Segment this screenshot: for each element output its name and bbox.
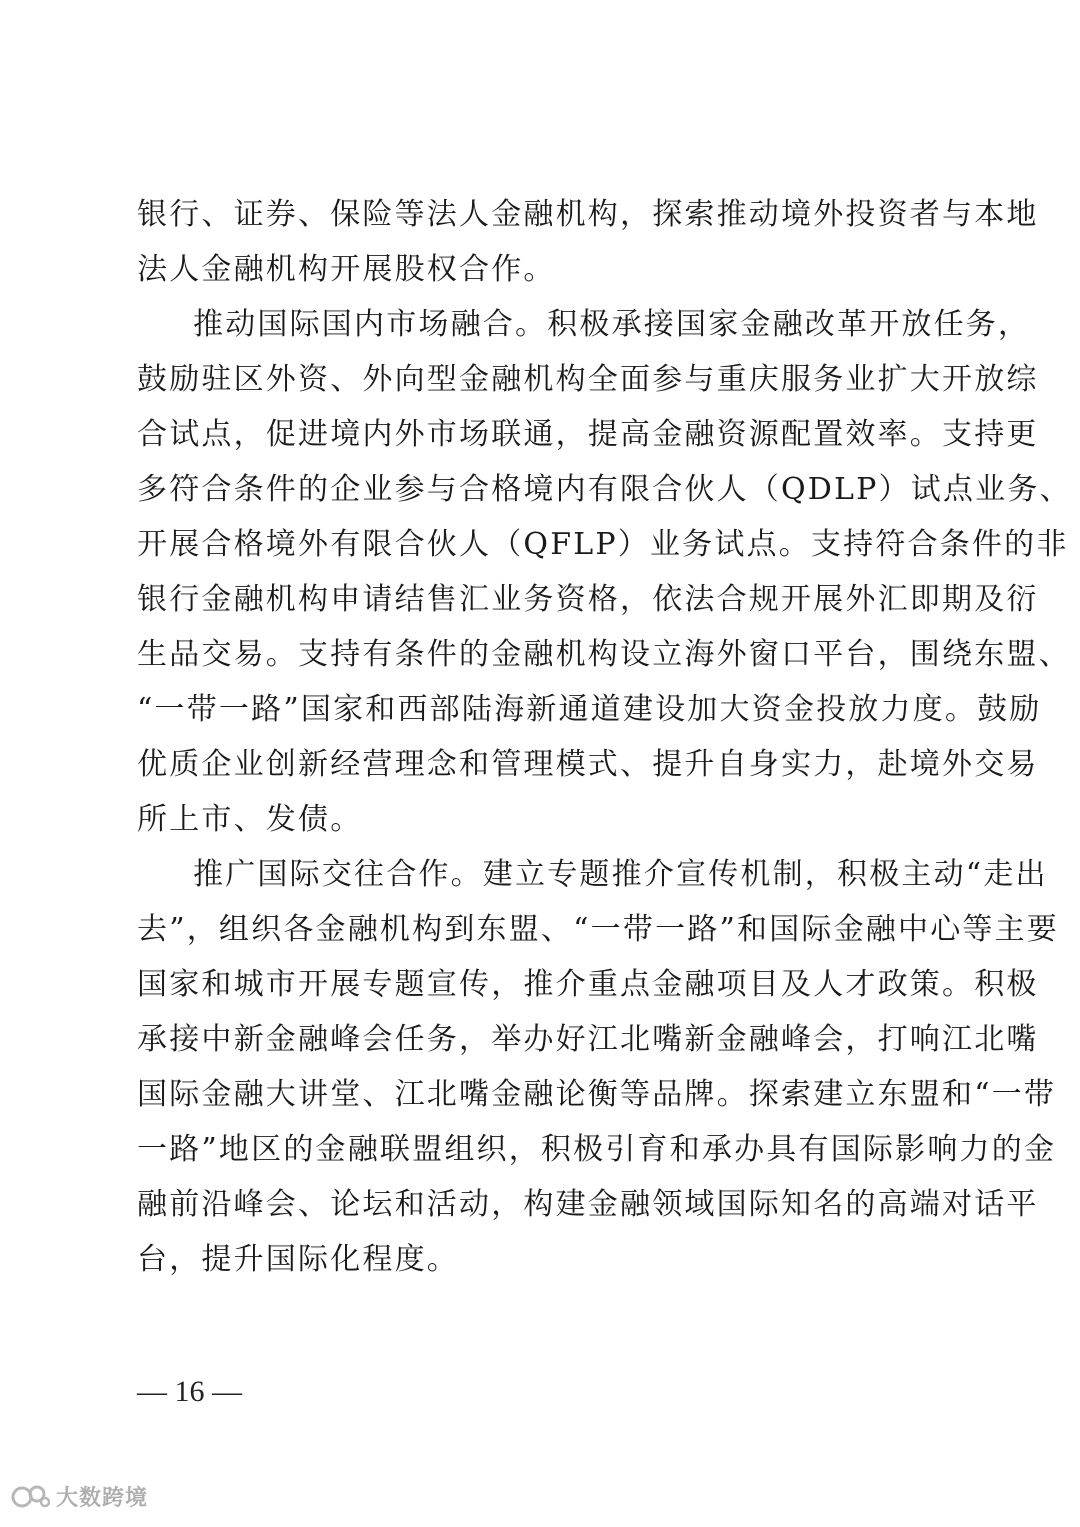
text-line: 开展合格境外有限合伙人（QFLP）业务试点。支持符合条件的非: [137, 527, 1069, 562]
text-line: 优质企业创新经营理念和管理模式、提升自身实力，赴境外交易: [137, 747, 1039, 782]
watermark-text: 大数跨境: [56, 1485, 149, 1511]
paragraph-start-line: 推动国际国内市场融合。积极承接国家金融改革开放任务，: [193, 307, 1031, 342]
text-line: 法人金融机构开展股权合作。: [137, 252, 556, 287]
text-line: 去”，组织各金融机构到东盟、“一带一路”和国际金融中心等主要: [137, 912, 1060, 947]
text-line: 合试点，促进境内外市场联通，提高金融资源配置效率。支持更: [137, 417, 1039, 452]
page-number: — 16 —: [137, 1375, 242, 1408]
text-line: 生品交易。支持有条件的金融机构设立海外窗口平台，围绕东盟、: [137, 637, 1071, 672]
text-line: 国际金融大讲堂、江北嘴金融论衡等品牌。探索建立东盟和“一带: [137, 1077, 1057, 1112]
paragraph-start-line: 推广国际交往合作。建立专题推介宣传机制，积极主动“走出: [193, 857, 1048, 892]
text-line: 鼓励驻区外资、外向型金融机构全面参与重庆服务业扩大开放综: [137, 362, 1039, 397]
text-line: “一带一路”国家和西部陆海新通道建设加大资金投放力度。鼓励: [137, 692, 1042, 727]
text-line: 银行金融机构申请结售汇业务资格，依法合规开展外汇即期及衍: [137, 582, 1039, 617]
text-line: 承接中新金融峰会任务，举办好江北嘴新金融峰会，打响江北嘴: [137, 1022, 1039, 1057]
text-line: 多符合条件的企业参与合格境内有限合伙人（QDLP）试点业务、: [137, 472, 1072, 507]
text-line: 所上市、发债。: [137, 802, 363, 837]
dashuju-logo-icon: [10, 1481, 50, 1511]
text-line: 台，提升国际化程度。: [137, 1242, 459, 1277]
watermark: [10, 1479, 148, 1513]
text-line: 一路”地区的金融联盟组织，积极引育和承办具有国际影响力的金: [137, 1132, 1057, 1167]
text-line: 融前沿峰会、论坛和活动，构建金融领域国际知名的高端对话平: [137, 1187, 1039, 1222]
text-line: 银行、证券、保险等法人金融机构，探索推动境外投资者与本地: [137, 197, 1039, 232]
text-line: 国家和城市开展专题宣传，推介重点金融项目及人才政策。积极: [137, 967, 1039, 1002]
